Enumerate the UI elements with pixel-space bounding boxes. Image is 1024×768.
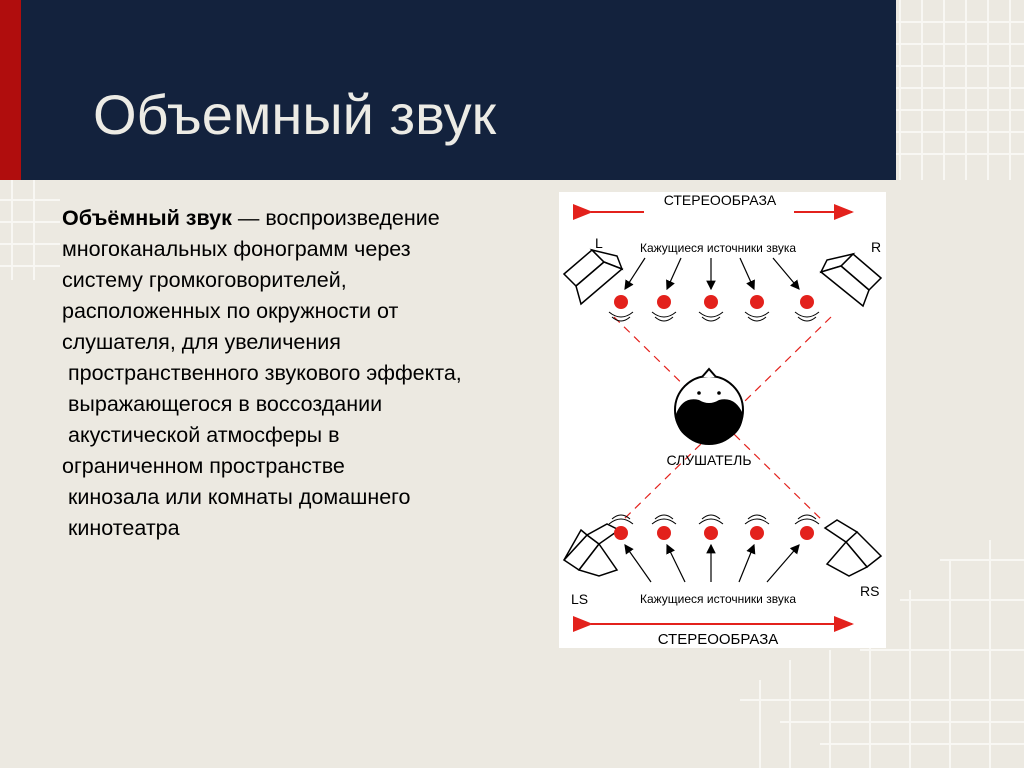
definition-line: пространственного звукового эффекта, [68,361,462,385]
definition-line: акустической атмосферы в [68,423,340,447]
source-dot [800,295,814,309]
definition-line [62,203,552,234]
apparent-sources-top [609,258,819,321]
definition-line: кинотеатра [68,516,180,540]
definition-line: ограниченном пространстве [62,454,345,478]
definition-line: расположенных по окружности от [62,299,399,323]
diagram-canvas [559,192,886,648]
slide-title: Объемный звук [93,83,497,146]
speaker-left-surround-icon [564,524,619,576]
source-dot [657,295,671,309]
speaker-label-right: R [871,239,882,255]
source-dot [750,526,764,540]
definition-line: выражающегося в воссоздании [68,392,383,416]
definition-line: кинозала или комнаты домашнего [68,485,411,509]
source-dot [657,526,671,540]
stereo-image-label-bottom: СТЕРЕООБРАЗА [657,631,779,648]
title-accent-stripe [0,0,21,180]
surround-sound-diagram [559,192,886,648]
speaker-label-left: L [595,235,603,251]
speaker-right-icon [821,254,881,306]
source-dot [704,295,718,309]
source-dot [614,295,628,309]
definition-text [62,203,552,544]
definition-line: слушателя, для увеличения [62,330,341,354]
speaker-left-icon [564,250,622,304]
source-dot [800,526,814,540]
source-dot [750,295,764,309]
apparent-sources-label-bottom: Кажущиеся источники звука [639,592,797,606]
definition-term: Объёмный звук [62,206,232,230]
apparent-sources-label-top: Кажущиеся источники звука [639,241,797,255]
definition-line: систему громкоговорителей, [62,268,347,292]
definition-line: многоканальных фонограмм через [62,237,411,261]
source-dot [614,526,628,540]
listener-head-icon [675,369,743,444]
speaker-right-surround-icon [825,520,881,576]
speaker-label-right-surround: RS [860,583,880,599]
listener-label: СЛУШАТЕЛЬ [666,452,752,468]
source-dot [704,526,718,540]
definition-intro: — воспроизведение [231,206,440,230]
speaker-label-left-surround: LS [571,591,589,607]
stereo-image-label-top: СТЕРЕООБРАЗА [663,192,777,208]
apparent-sources-bottom [609,515,819,582]
